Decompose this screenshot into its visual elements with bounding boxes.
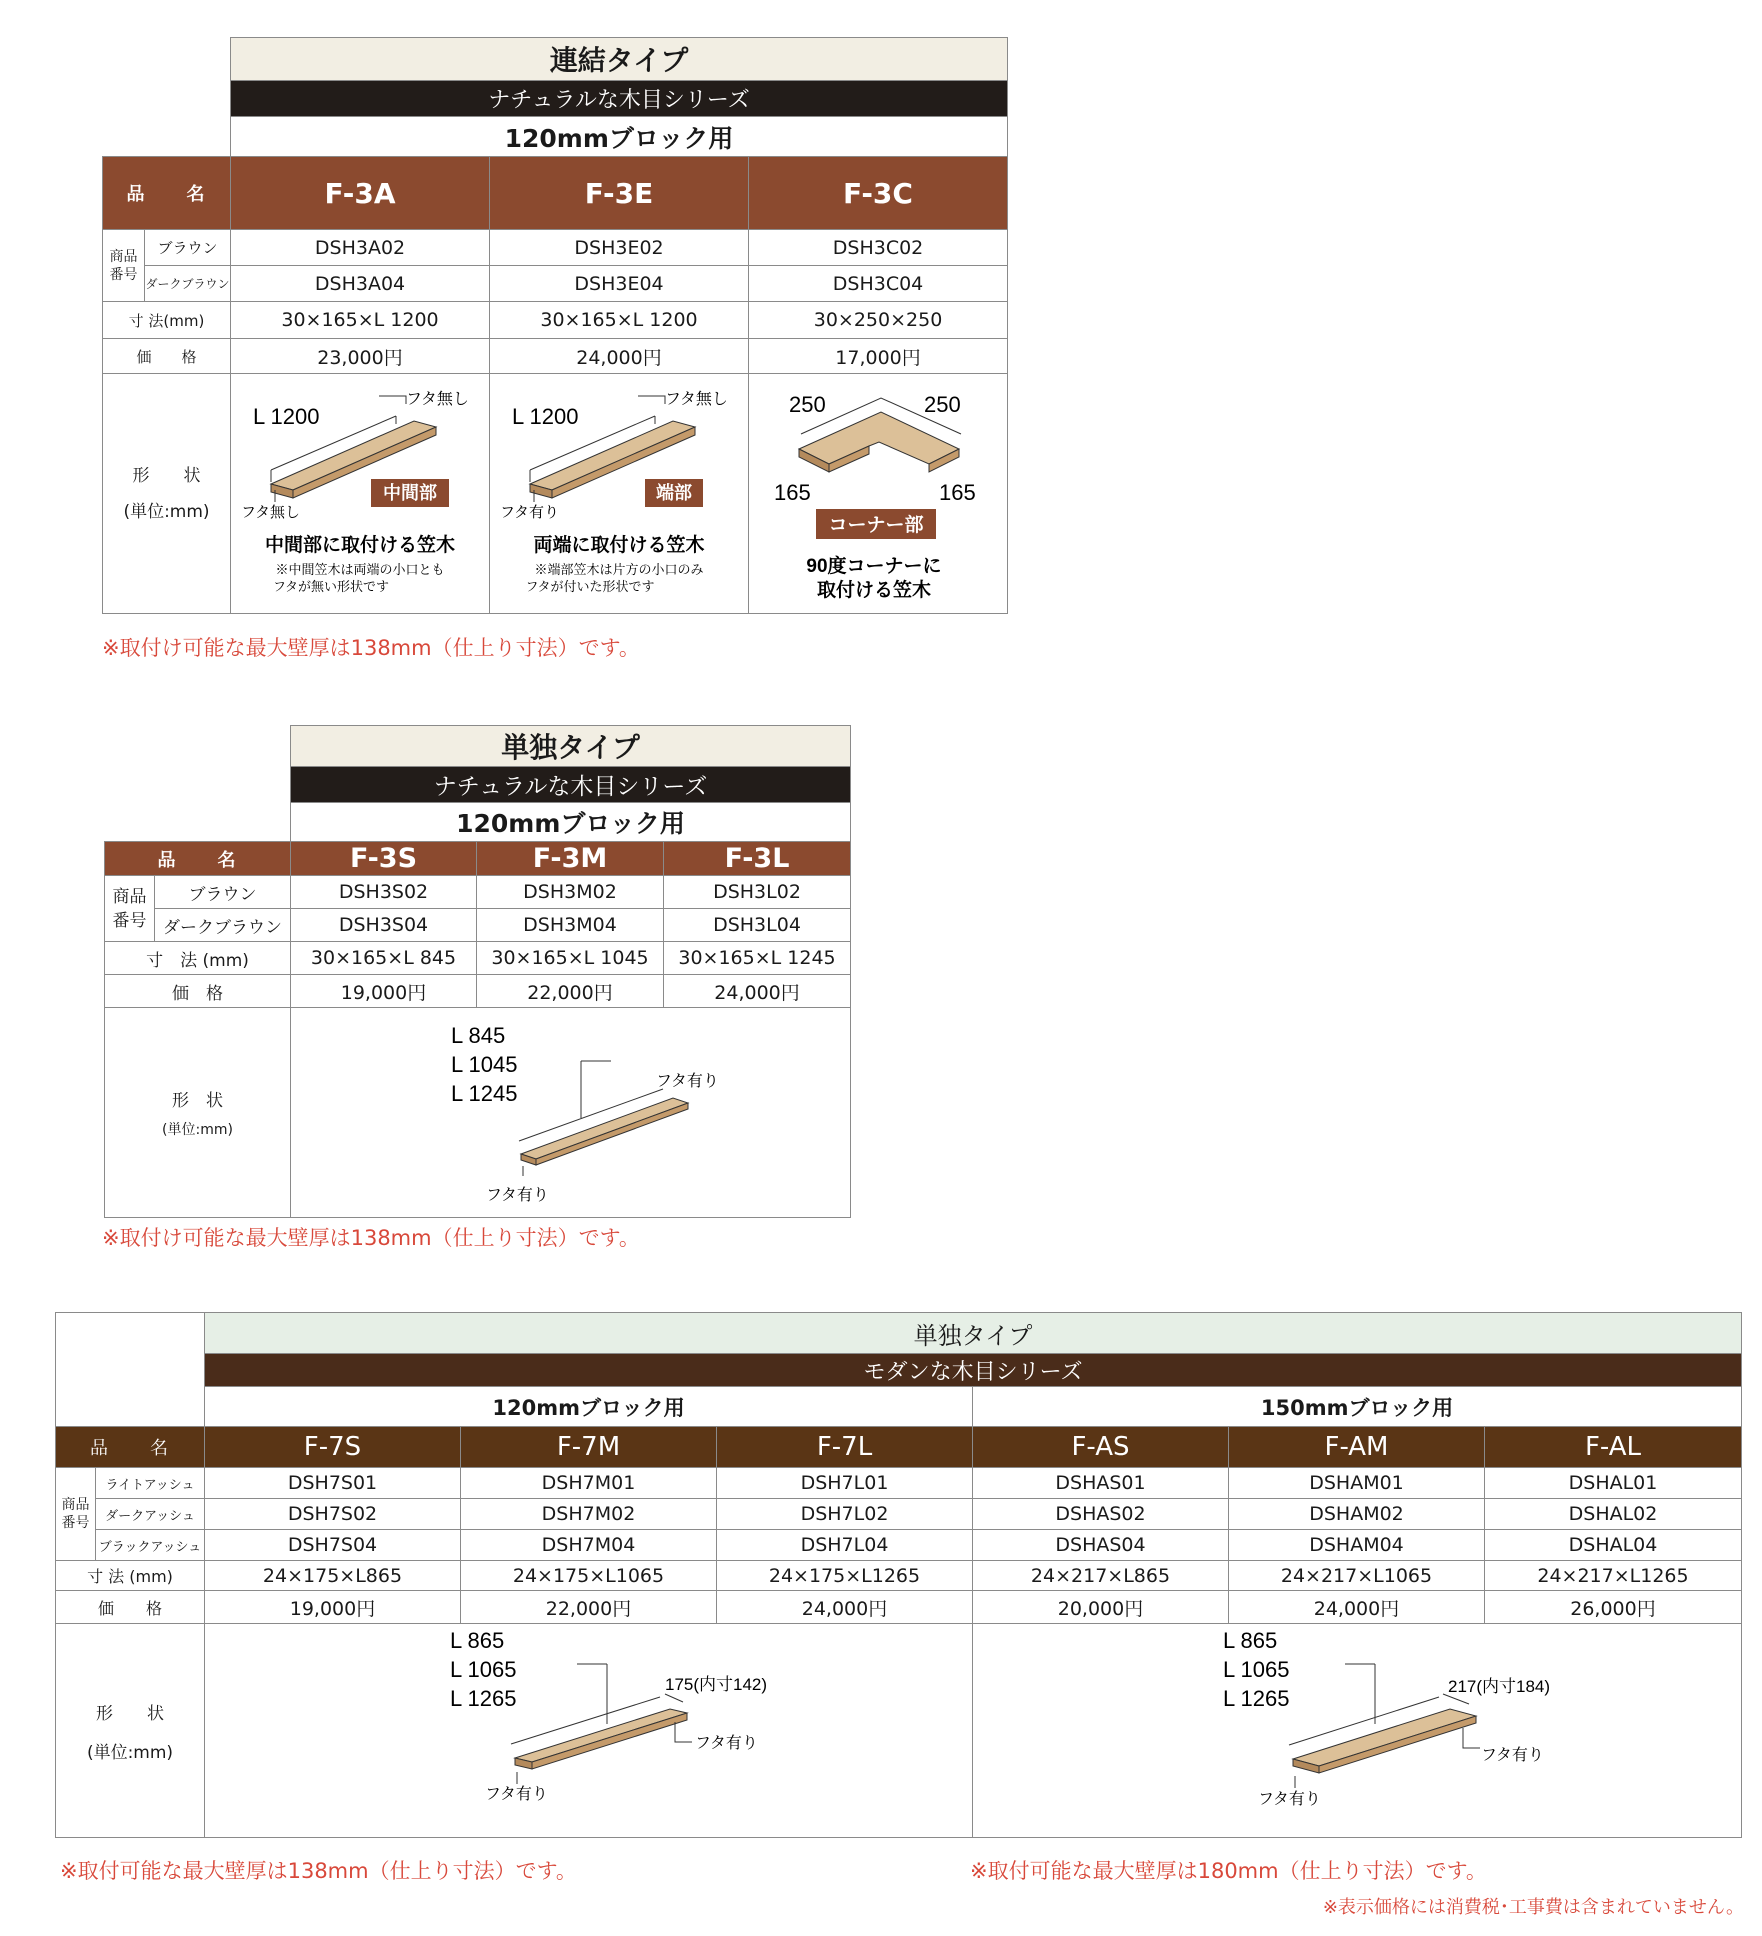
price-cell: 24,000円 <box>1229 1591 1485 1624</box>
footnote-s3-120: ※取付可能な最大壁厚は138mm（仕上り寸法）です。 <box>60 1859 577 1883</box>
code-cell: DSHAL02 <box>1485 1499 1742 1530</box>
code-cell: DSH3S04 <box>291 909 477 942</box>
coping-corner-figure <box>749 374 1008 614</box>
coping-end-figure <box>490 374 749 614</box>
shape-unit: (単位:mm) <box>86 1742 174 1763</box>
price-cell: 22,000円 <box>461 1591 717 1624</box>
code-cell: DSH3A02 <box>231 230 490 266</box>
code-cell: DSH7M01 <box>461 1468 717 1499</box>
shape-s2 <box>291 1008 851 1218</box>
block-label: 120mmブロック用 <box>231 117 1008 157</box>
product-name-f3l: F-3L <box>664 842 851 876</box>
fig-cap-bottom: フタ有り <box>500 504 559 521</box>
product-number-label <box>105 876 155 942</box>
coping-120-figure <box>205 1624 973 1838</box>
fig-badge: 中間部 <box>383 483 437 503</box>
product-number-label: 商品番号 <box>56 1468 96 1561</box>
price-label: 価 格 <box>105 975 291 1008</box>
color-black-ash-label: ブラックアッシュ <box>96 1530 205 1561</box>
code-cell: DSH7L01 <box>717 1468 973 1499</box>
fig-len-2: L 1065 <box>450 1657 517 1682</box>
fig-len-1: L 865 <box>1223 1628 1278 1653</box>
price-cell: 24,000円 <box>490 339 749 374</box>
product-name-f7s: F-7S <box>205 1427 461 1468</box>
type-title: 単独タイプ <box>291 726 851 767</box>
color-brown-label: ブラウン <box>145 230 231 266</box>
price-cell: 19,000円 <box>205 1591 461 1624</box>
size-cell: 24×217×L1265 <box>1485 1561 1742 1591</box>
code-cell: DSHAL01 <box>1485 1468 1742 1499</box>
corner-blank <box>56 1313 205 1427</box>
fig-width: 217(内寸184) <box>1448 1677 1551 1696</box>
section3-table <box>55 1312 1742 1838</box>
size-cell: 30×165×L 1200 <box>231 302 490 339</box>
coping-middle-figure <box>231 374 490 614</box>
color-light-ash-label: ライトアッシュ <box>96 1468 205 1499</box>
block-label-120: 120mmブロック用 <box>205 1387 973 1427</box>
shape-f3c <box>749 374 1008 614</box>
fig-badge: コーナー部 <box>828 515 924 536</box>
code-cell: DSHAS01 <box>973 1468 1229 1499</box>
shape-label-cell <box>103 374 231 614</box>
code-cell: DSH7L04 <box>717 1530 973 1561</box>
product-name-f3e: F-3E <box>490 157 749 230</box>
code-cell: DSH3C04 <box>749 266 1008 302</box>
fig-length: L 1200 <box>512 404 579 429</box>
fig-cap-top: フタ無し <box>406 391 469 408</box>
fig-len-3: L 1245 <box>451 1081 518 1106</box>
product-name-label: 品 名 <box>105 842 291 876</box>
code-cell: DSH7S02 <box>205 1499 461 1530</box>
section1-table <box>102 37 1008 614</box>
shape-label-cell <box>105 1008 291 1218</box>
shape-label: 形 状 <box>96 1703 164 1724</box>
price-label: 価 格 <box>56 1591 205 1624</box>
fig-length: L 1200 <box>253 404 320 429</box>
type-title: 単独タイプ <box>205 1313 1742 1354</box>
price-cell: 24,000円 <box>664 975 851 1008</box>
size-cell: 30×165×L 845 <box>291 942 477 975</box>
product-number-label-1: 商品 <box>112 886 147 907</box>
series-band: ナチュラルな木目シリーズ <box>231 81 1008 117</box>
code-cell: DSH3E04 <box>490 266 749 302</box>
fig-badge: 端部 <box>656 483 692 503</box>
fig-dim-d: 165 <box>939 480 976 505</box>
price-cell: 24,000円 <box>717 1591 973 1624</box>
product-name-f3s: F-3S <box>291 842 477 876</box>
fig-len-2: L 1045 <box>451 1052 518 1077</box>
code-cell: DSH7L02 <box>717 1499 973 1530</box>
fig-len-1: L 865 <box>450 1628 505 1653</box>
size-cell: 24×175×L1265 <box>717 1561 973 1591</box>
size-cell: 24×217×L1065 <box>1229 1561 1485 1591</box>
shape-unit: (単位:mm) <box>162 1122 233 1138</box>
fig-cap-top: フタ有り <box>1481 1747 1544 1764</box>
fig-caption-2: 取付ける笠木 <box>816 580 932 601</box>
footnote-s1: ※取付け可能な最大壁厚は138mm（仕上り寸法）です。 <box>102 636 640 660</box>
fig-cap-top: フタ有り <box>656 1073 719 1090</box>
dimensions-label: 寸 法 (mm) <box>56 1561 205 1591</box>
fig-note-2: フタが付いた形状です <box>525 579 655 594</box>
shape-f3e <box>490 374 749 614</box>
shape-unit: (単位:mm) <box>123 501 210 522</box>
product-name-fal: F-AL <box>1485 1427 1742 1468</box>
color-dark-brown-label: ダークブラウン <box>145 266 231 302</box>
series-band: モダンな木目シリーズ <box>205 1354 1742 1387</box>
code-cell: DSH7S01 <box>205 1468 461 1499</box>
code-cell: DSH7S04 <box>205 1530 461 1561</box>
shape-label: 形 状 <box>172 1091 223 1111</box>
price-label: 価 格 <box>103 339 231 374</box>
size-cell: 24×175×L1065 <box>461 1561 717 1591</box>
tax-note: ※表示価格には消費税･工事費は含まれていません。 <box>1322 1897 1744 1918</box>
price-cell: 17,000円 <box>749 339 1008 374</box>
code-cell: DSH3E02 <box>490 230 749 266</box>
product-name-f3c: F-3C <box>749 157 1008 230</box>
code-cell: DSHAS04 <box>973 1530 1229 1561</box>
coping-150-figure <box>973 1624 1742 1838</box>
color-dark-ash-label: ダークアッシュ <box>96 1499 205 1530</box>
fig-len-3: L 1265 <box>1223 1686 1290 1711</box>
code-cell: DSH3M02 <box>477 876 664 909</box>
block-label: 120mmブロック用 <box>291 803 851 842</box>
price-cell: 22,000円 <box>477 975 664 1008</box>
code-cell: DSH3L02 <box>664 876 851 909</box>
product-name-fas: F-AS <box>973 1427 1229 1468</box>
fig-note-1: ※端部笠木は片方の小口のみ <box>534 562 704 577</box>
fig-caption: 両端に取付ける笠木 <box>533 535 705 556</box>
fig-note-2: フタが無い形状です <box>272 579 390 594</box>
code-cell: DSHAL04 <box>1485 1530 1742 1561</box>
fig-cap-bottom: フタ有り <box>485 1786 548 1803</box>
dimensions-label: 寸 法 (mm) <box>105 942 291 975</box>
product-name-f3m: F-3M <box>477 842 664 876</box>
size-cell: 30×165×L 1245 <box>664 942 851 975</box>
code-cell: DSHAM04 <box>1229 1530 1485 1561</box>
shape-150 <box>973 1624 1742 1838</box>
code-cell: DSH3C02 <box>749 230 1008 266</box>
price-cell: 19,000円 <box>291 975 477 1008</box>
fig-note-1: ※中間笠木は両端の小口とも <box>275 562 445 577</box>
size-cell: 24×175×L865 <box>205 1561 461 1591</box>
fig-cap-bottom: フタ無し <box>241 504 300 521</box>
product-name-f3a: F-3A <box>231 157 490 230</box>
fig-cap-top: フタ無し <box>665 391 728 408</box>
shape-label: 形 状 <box>132 465 201 486</box>
fig-caption: 中間部に取付ける笠木 <box>264 535 456 556</box>
coping-single-figure <box>291 1008 851 1218</box>
code-cell: DSH7M04 <box>461 1530 717 1561</box>
fig-dim-c: 165 <box>774 480 811 505</box>
footnote-s3-150: ※取付可能な最大壁厚は180mm（仕上り寸法）です。 <box>970 1859 1487 1883</box>
type-title: 連結タイプ <box>231 38 1008 81</box>
fig-dim-a: 250 <box>789 392 826 417</box>
size-cell: 30×165×L 1200 <box>490 302 749 339</box>
price-cell: 20,000円 <box>973 1591 1229 1624</box>
shape-f3a <box>231 374 490 614</box>
size-cell: 30×250×250 <box>749 302 1008 339</box>
block-label-150: 150mmブロック用 <box>973 1387 1742 1427</box>
fig-cap-bottom: フタ有り <box>1258 1791 1321 1808</box>
code-cell: DSH3A04 <box>231 266 490 302</box>
section2-table <box>104 725 851 1218</box>
fig-len-1: L 845 <box>451 1023 506 1048</box>
product-number-label: 商品番号 <box>103 230 145 302</box>
size-cell: 24×217×L865 <box>973 1561 1229 1591</box>
price-cell: 23,000円 <box>231 339 490 374</box>
product-name-label: 品 名 <box>56 1427 205 1468</box>
fig-caption-1: 90度コーナーに <box>806 556 942 577</box>
shape-label-cell <box>56 1624 205 1838</box>
fig-cap-bottom: フタ有り <box>486 1187 549 1204</box>
fig-width: 175(内寸142) <box>665 1675 768 1694</box>
code-cell: DSH3L04 <box>664 909 851 942</box>
product-name-f7m: F-7M <box>461 1427 717 1468</box>
series-band: ナチュラルな木目シリーズ <box>291 767 851 803</box>
color-brown-label: ブラウン <box>155 876 291 909</box>
color-dark-brown-label: ダークブラウン <box>155 909 291 942</box>
size-cell: 30×165×L 1045 <box>477 942 664 975</box>
fig-len-3: L 1265 <box>450 1686 517 1711</box>
code-cell: DSHAS02 <box>973 1499 1229 1530</box>
fig-dim-b: 250 <box>924 392 961 417</box>
code-cell: DSH3M04 <box>477 909 664 942</box>
code-cell: DSHAM02 <box>1229 1499 1485 1530</box>
fig-len-2: L 1065 <box>1223 1657 1290 1682</box>
code-cell: DSH3S02 <box>291 876 477 909</box>
product-number-label-2: 番号 <box>112 910 147 931</box>
product-name-label: 品 名 <box>103 157 231 230</box>
dimensions-label: 寸 法(mm) <box>103 302 231 339</box>
shape-120 <box>205 1624 973 1838</box>
footnote-s2: ※取付け可能な最大壁厚は138mm（仕上り寸法）です。 <box>102 1226 640 1250</box>
code-cell: DSHAM01 <box>1229 1468 1485 1499</box>
product-name-f7l: F-7L <box>717 1427 973 1468</box>
price-cell: 26,000円 <box>1485 1591 1742 1624</box>
code-cell: DSH7M02 <box>461 1499 717 1530</box>
fig-cap-top: フタ有り <box>695 1735 758 1752</box>
product-name-fam: F-AM <box>1229 1427 1485 1468</box>
